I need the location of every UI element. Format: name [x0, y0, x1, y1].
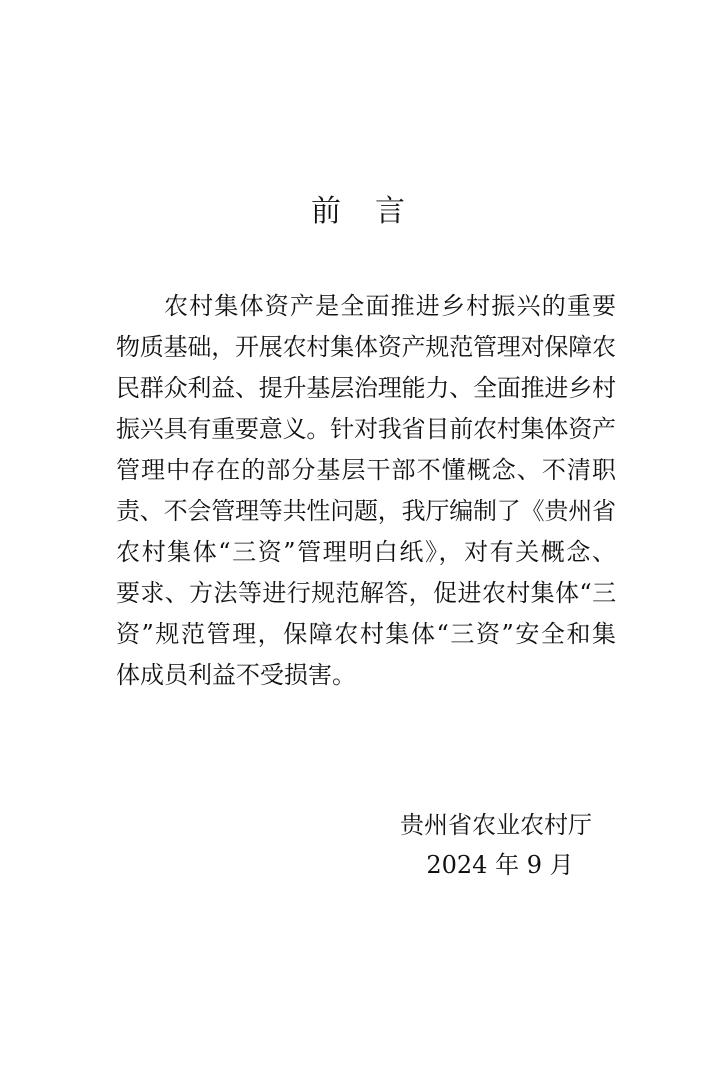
paragraph-line: 管理中存在的部分基层干部不懂概念、不清职	[116, 456, 617, 484]
signature-organization: 贵州省农业农村厅	[400, 811, 592, 839]
paragraph-line: 振兴具有重要意义。针对我省目前农村集体资产	[116, 415, 616, 443]
paragraph-line: 物质基础，开展农村集体资产规范管理对保障农	[116, 333, 616, 361]
paragraph-line: 体成员利益不受损害。	[116, 661, 356, 689]
document-title: 前言	[311, 194, 439, 229]
paragraph-line: 责、不会管理等共性问题，我厅编制了《贵州省	[116, 497, 616, 525]
paragraph-line: 要求、方法等进行规范解答，促进农村集体“三	[116, 579, 617, 607]
preface-paragraph	[116, 286, 616, 696]
signature-date: 2024 年 9 月	[426, 851, 574, 879]
paragraph-line: 农村集体资产是全面推进乡村振兴的重要	[164, 292, 618, 320]
paragraph-line: 民群众利益、提升基层治理能力、全面推进乡村	[116, 374, 616, 402]
paragraph-line: 农村集体“三资”管理明白纸》，对有关概念、	[116, 538, 618, 566]
paragraph-line: 资”规范管理，保障农村集体“三资”安全和集	[116, 620, 618, 648]
